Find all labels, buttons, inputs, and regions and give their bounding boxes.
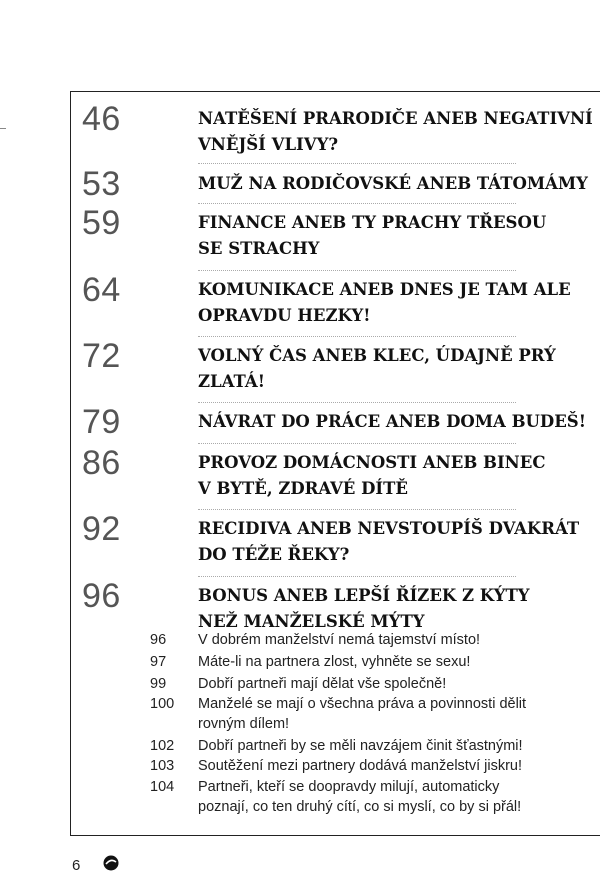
toc-title-line: VOLNÝ ČAS ANEB KLEC, ÚDAJNĚ PRÝ	[198, 346, 556, 365]
subentry-text	[198, 736, 598, 756]
subentry-text	[198, 756, 598, 776]
toc-title-line: NATĚŠENÍ PRARODIČE ANEB NEGATIVNÍ	[198, 109, 593, 128]
subentry-page-number: 96	[150, 632, 167, 648]
toc-page-number: 92	[82, 510, 121, 548]
subentry-page-number: 104	[150, 779, 175, 795]
toc-title	[198, 516, 598, 568]
toc-title-line: PROVOZ DOMÁCNOSTI ANEB BINEC	[198, 453, 546, 472]
subentry-text	[198, 630, 598, 650]
toc-title	[198, 409, 598, 435]
toc-page-number: 96	[82, 577, 121, 615]
toc-title-line: KOMUNIKACE ANEB DNES JE TAM ALE	[198, 280, 571, 299]
frame-bottom-rule	[70, 835, 600, 836]
toc-title	[198, 210, 598, 262]
toc-title	[198, 106, 598, 158]
subentry-line: Máte-li na partnera zlost, vyhněte se sexu!	[198, 654, 471, 670]
toc-title-line: FINANCE ANEB TY PRACHY TŘESOU	[198, 213, 547, 232]
subentry-page-number: 97	[150, 654, 167, 670]
toc-page-number: 53	[82, 165, 121, 203]
toc-title	[198, 583, 598, 635]
dotted-separator	[198, 509, 516, 510]
dotted-separator	[198, 402, 516, 403]
dotted-separator	[198, 163, 516, 164]
toc-title-line: BONUS ANEB LEPŠÍ ŘÍZEK Z KÝTY	[198, 586, 530, 605]
subentry-page-number: 100	[150, 696, 175, 712]
toc-page-number: 64	[82, 271, 121, 309]
subentry-line: Manželé se mají o všechna práva a povinnosti dělit	[198, 696, 527, 712]
toc-title-line: DO TÉŽE ŘEKY?	[198, 545, 350, 564]
toc-title-line: NEŽ MANŽELSKÉ MÝTY	[198, 612, 425, 631]
toc-page-number: 79	[82, 403, 121, 441]
subentry-page-number: 99	[150, 676, 167, 692]
toc-title-line: NÁVRAT DO PRÁCE ANEB DOMA BUDEŠ!	[198, 412, 586, 431]
toc-title-line: ZLATÁ!	[198, 372, 265, 391]
subentry-line: poznají, co ten druhý cítí, co si myslí, co by si přál!	[198, 799, 522, 815]
subentry-line: Soutěžení mezi partnery dodává manželství jiskru!	[198, 758, 522, 774]
subentry-line: V dobrém manželství nemá tajemství místo!	[198, 632, 481, 648]
footer-page-number: 6	[72, 857, 81, 874]
toc-title-line: MUŽ NA RODIČOVSKÉ ANEB TÁTOMÁMY	[198, 174, 588, 193]
toc-title	[198, 171, 598, 197]
dotted-separator	[198, 336, 516, 337]
toc-title-line: OPRAVDU HEZKY!	[198, 306, 371, 325]
toc-page-number: 59	[82, 204, 121, 242]
toc-title	[198, 343, 598, 395]
subentry-line: Dobří partneři by se měli navzájem činit šťastnými!	[198, 738, 523, 754]
subentry-page-number: 103	[150, 758, 175, 774]
toc-title-line: SE STRACHY	[198, 239, 320, 258]
dotted-separator	[198, 576, 516, 577]
toc-title-line: RECIDIVA ANEB NEVSTOUPÍŠ DVAKRÁT	[198, 519, 580, 538]
dotted-separator	[198, 443, 516, 444]
toc-page-number: 46	[82, 100, 121, 138]
subentry-page-number: 102	[150, 738, 175, 754]
subentry-text	[198, 652, 598, 672]
frame-left-rule	[70, 91, 71, 835]
subentry-line: Partneři, kteří se doopravdy milují, automaticky	[198, 779, 500, 795]
frame-top-rule	[70, 91, 600, 92]
publisher-logo-icon	[103, 855, 119, 871]
dotted-separator	[198, 203, 516, 204]
toc-title-line: V BYTĚ, ZDRAVÉ DÍTĚ	[198, 479, 408, 498]
subentry-text	[198, 694, 598, 734]
toc-title	[198, 277, 598, 329]
dotted-separator	[198, 270, 516, 271]
subentry-text	[198, 674, 598, 694]
toc-title-line: VNĚJŠÍ VLIVY?	[198, 135, 339, 154]
margin-mark	[0, 128, 6, 129]
subentry-text	[198, 777, 598, 817]
toc-title	[198, 450, 598, 502]
toc-page-number: 86	[82, 444, 121, 482]
toc-page-number: 72	[82, 337, 121, 375]
subentry-line: rovným dílem!	[198, 716, 290, 732]
subentry-line: Dobří partneři mají dělat vše společně!	[198, 676, 447, 692]
